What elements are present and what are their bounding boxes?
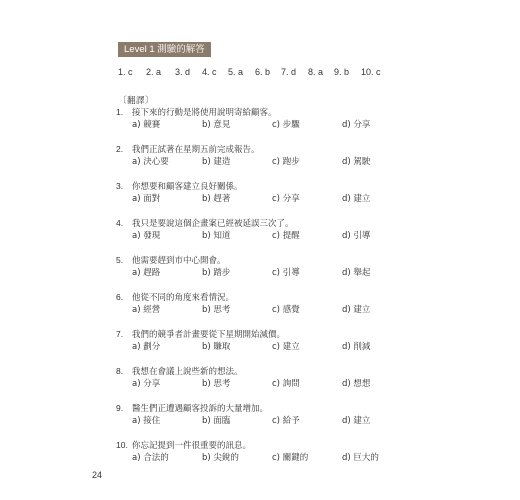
option-row bbox=[116, 230, 406, 242]
question-number: 4. bbox=[116, 218, 124, 228]
question-item bbox=[116, 328, 406, 365]
option-b: b) 建造 bbox=[202, 157, 231, 167]
option-c: c) 步驟 bbox=[272, 120, 300, 130]
option-row bbox=[116, 156, 406, 168]
option-row bbox=[116, 304, 406, 316]
option-d: d) 分享 bbox=[342, 120, 371, 130]
question-number: 6. bbox=[116, 292, 124, 302]
option-a: a) 趕路 bbox=[132, 268, 161, 278]
option-row bbox=[116, 193, 406, 205]
option-a: a) 面對 bbox=[132, 194, 161, 204]
option-c: c) 感覺 bbox=[272, 305, 300, 315]
answer-item: 9. b bbox=[334, 67, 350, 77]
option-b: b) 尖銳的 bbox=[202, 453, 239, 463]
question-number: 10. bbox=[116, 440, 128, 450]
answer-item: 7. d bbox=[281, 67, 297, 77]
answer-item: 5. a bbox=[228, 67, 244, 77]
option-c: c) 跑步 bbox=[272, 157, 300, 167]
question-number: 9. bbox=[116, 403, 124, 413]
option-b: b) 知道 bbox=[202, 231, 231, 241]
question-item bbox=[116, 217, 406, 254]
option-d: d) 引導 bbox=[342, 231, 371, 241]
option-row bbox=[116, 119, 406, 131]
question-item bbox=[116, 180, 406, 217]
option-d: d) 建立 bbox=[342, 416, 371, 426]
level-banner: Level 1 測驗的解答 bbox=[118, 42, 211, 57]
answer-item: 1. c bbox=[118, 67, 133, 77]
option-b: b) 意見 bbox=[202, 120, 231, 130]
question-number: 7. bbox=[116, 329, 124, 339]
option-a: a) 合法的 bbox=[132, 453, 169, 463]
answer-item: 2. a bbox=[146, 67, 162, 77]
question-number: 1. bbox=[116, 107, 124, 117]
question-number: 8. bbox=[116, 366, 124, 376]
option-d: d) 削減 bbox=[342, 342, 371, 352]
option-d: d) 巨大的 bbox=[342, 453, 379, 463]
option-row bbox=[116, 341, 406, 353]
question-item bbox=[116, 106, 406, 143]
answer-item: 3. d bbox=[175, 67, 191, 77]
option-d: d) 舉起 bbox=[342, 268, 371, 278]
question-item bbox=[116, 439, 406, 476]
option-c: c) 關鍵的 bbox=[272, 453, 309, 463]
option-row bbox=[116, 415, 406, 427]
question-text: 你忘記提到一件很重要的訊息。 bbox=[132, 441, 252, 451]
option-c: c) 給予 bbox=[272, 416, 300, 426]
question-number: 5. bbox=[116, 255, 124, 265]
question-text: 我只是要說這個企畫案已經被延誤三次了。 bbox=[132, 219, 294, 229]
option-a: a) 接住 bbox=[132, 416, 161, 426]
question-text: 他需要趕到市中心開會。 bbox=[132, 256, 226, 266]
translation-heading: 〔翻譯〕 bbox=[118, 96, 155, 106]
answer-item: 10. c bbox=[361, 67, 381, 77]
option-a: a) 決心要 bbox=[132, 157, 169, 167]
option-b: b) 面臨 bbox=[202, 416, 231, 426]
option-c: c) 引導 bbox=[272, 268, 300, 278]
question-item bbox=[116, 402, 406, 439]
question-item bbox=[116, 254, 406, 291]
question-text: 我們的競爭者計畫要從下星期開始減價。 bbox=[132, 330, 286, 340]
option-a: a) 分享 bbox=[132, 379, 161, 389]
option-c: c) 詢問 bbox=[272, 379, 300, 389]
answer-item: 6. b bbox=[255, 67, 271, 77]
option-a: a) 經營 bbox=[132, 305, 161, 315]
option-a: a) 競賽 bbox=[132, 120, 161, 130]
option-d: d) 建立 bbox=[342, 305, 371, 315]
question-text: 你想要和顧客建立良好關係。 bbox=[132, 182, 243, 192]
question-text: 醫生們正遭遇顧客投訴的大量增加。 bbox=[132, 404, 269, 414]
question-list bbox=[116, 106, 406, 476]
question-item bbox=[116, 143, 406, 180]
option-b: b) 踏步 bbox=[202, 268, 231, 278]
question-text: 他從不同的角度來看情況。 bbox=[132, 293, 235, 303]
option-b: b) 思考 bbox=[202, 305, 231, 315]
option-b: b) 思考 bbox=[202, 379, 231, 389]
option-d: d) 駕駛 bbox=[342, 157, 371, 167]
answer-item: 8. a bbox=[308, 67, 324, 77]
option-c: c) 提醒 bbox=[272, 231, 300, 241]
question-item bbox=[116, 365, 406, 402]
option-c: c) 分享 bbox=[272, 194, 300, 204]
question-item bbox=[116, 291, 406, 328]
question-text: 我想在會議上說些新的想法。 bbox=[132, 367, 243, 377]
option-c: c) 建立 bbox=[272, 342, 300, 352]
option-row bbox=[116, 267, 406, 279]
question-text: 我們正試著在星期五前完成報告。 bbox=[132, 145, 260, 155]
option-d: d) 想想 bbox=[342, 379, 371, 389]
option-b: b) 趕著 bbox=[202, 194, 231, 204]
answer-item: 4. c bbox=[202, 67, 217, 77]
page-number: 24 bbox=[92, 470, 103, 480]
question-number: 3. bbox=[116, 181, 124, 191]
option-d: d) 建立 bbox=[342, 194, 371, 204]
option-a: a) 發現 bbox=[132, 231, 161, 241]
option-a: a) 劃分 bbox=[132, 342, 161, 352]
option-row bbox=[116, 378, 406, 390]
question-text: 接下來的行動是將使用說明寄給顧客。 bbox=[132, 108, 277, 118]
option-b: b) 賺取 bbox=[202, 342, 231, 352]
option-row bbox=[116, 452, 406, 464]
question-number: 2. bbox=[116, 144, 124, 154]
